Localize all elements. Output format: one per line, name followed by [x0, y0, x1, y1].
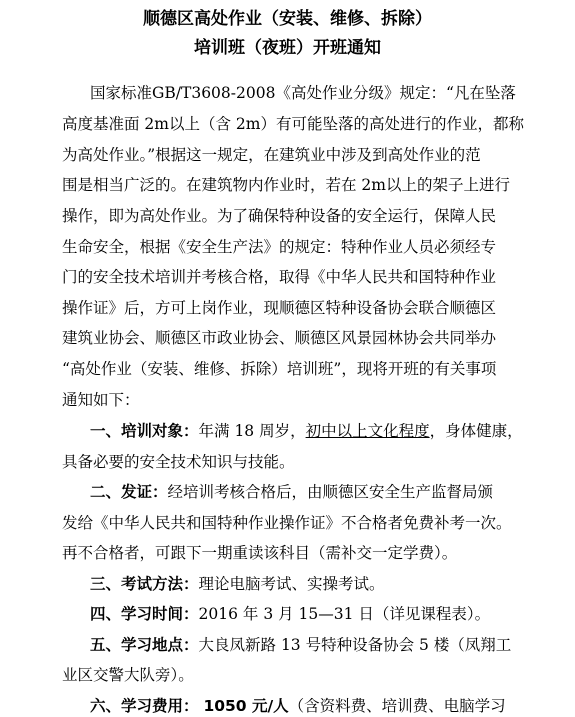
section-text: 经培训考核合格后，由顺德区安全生产监督局颁 [167, 483, 494, 501]
section-text-line: 业区交警大队旁）。 [62, 666, 194, 684]
intro-line: 围是相当广泛的。在建筑物内作业时，若在 2m以上的架子上进行 [62, 176, 510, 194]
section-text: ，身体健康， [429, 422, 523, 440]
intro-line: 生命安全，根据《安全生产法》的规定：特种作业人员必须经专 [62, 238, 497, 256]
intro-line: 高度基准面 2m以上（含 2m）有可能坠落的高处进行的作业，都称 [62, 115, 524, 133]
section-text: 2016 年 3 月 15—31 日（详见课程表）。 [198, 605, 491, 623]
section-study-time [90, 603, 490, 625]
education-requirement: 初中以上文化程度 [305, 422, 430, 440]
intro-line: 操作，即为高处作业。为了确保特种设备的安全运行，保障人民 [62, 207, 497, 225]
section-heading: 五、学习地点： [90, 636, 199, 654]
intro-line: 门的安全技术培训并考核合格，取得《中华人民共和国特种作业 [62, 268, 497, 286]
section-training-target [90, 420, 523, 442]
section-heading: 四、学习时间： [90, 605, 199, 623]
section-text: 大良凤新路 13 号特种设备协会 5 楼（凤翔工 [198, 636, 512, 654]
intro-line: 建筑业协会、顺德区市政业协会、顺德区风景园林协会共同举办 [62, 329, 497, 347]
section-certificate [90, 481, 493, 503]
fee-amount: 1050 元/人 [203, 697, 289, 715]
section-heading: 六、学习费用： [90, 697, 199, 715]
section-text-line: 发给《中华人民共和国特种作业操作证》不合格者免费补考一次。 [62, 514, 512, 532]
section-text: （含资料费、培训费、电脑学习 [288, 697, 506, 715]
section-text: 理论电脑考试、实操考试。 [198, 575, 385, 593]
intro-line: 国家标准GB/T3608-2008《高处作业分级》规定：“凡在坠落 [90, 84, 516, 102]
notice-title-line-2: 培训班（夜班）开班通知 [194, 38, 381, 58]
section-exam-method [90, 573, 385, 595]
intro-line: “高处作业（安装、维修、拆除）培训班”，现将开班的有关事项 [62, 360, 497, 378]
section-heading: 三、考试方法： [90, 575, 199, 593]
intro-line: 为高处作业。”根据这一规定，在建筑业中涉及到高处作业的范 [62, 146, 481, 164]
section-text-line: 再不合格者，可跟下一期重读该科目（需补交一定学费）。 [62, 544, 458, 562]
section-text-line: 具备必要的安全技术知识与技能。 [62, 453, 295, 471]
intro-line: 通知如下： [62, 391, 140, 409]
notice-title-line-1: 顺德区高处作业（安装、维修、拆除） [143, 9, 432, 29]
section-heading: 二、发证： [90, 483, 168, 501]
intro-line: 操作证》后，方可上岗作业，现顺德区特种设备协会联合顺德区 [62, 299, 497, 317]
section-study-location [90, 634, 511, 656]
section-text: 年满 18 周岁， [198, 422, 306, 440]
section-study-fee [90, 695, 506, 717]
section-heading: 一、培训对象： [90, 422, 199, 440]
